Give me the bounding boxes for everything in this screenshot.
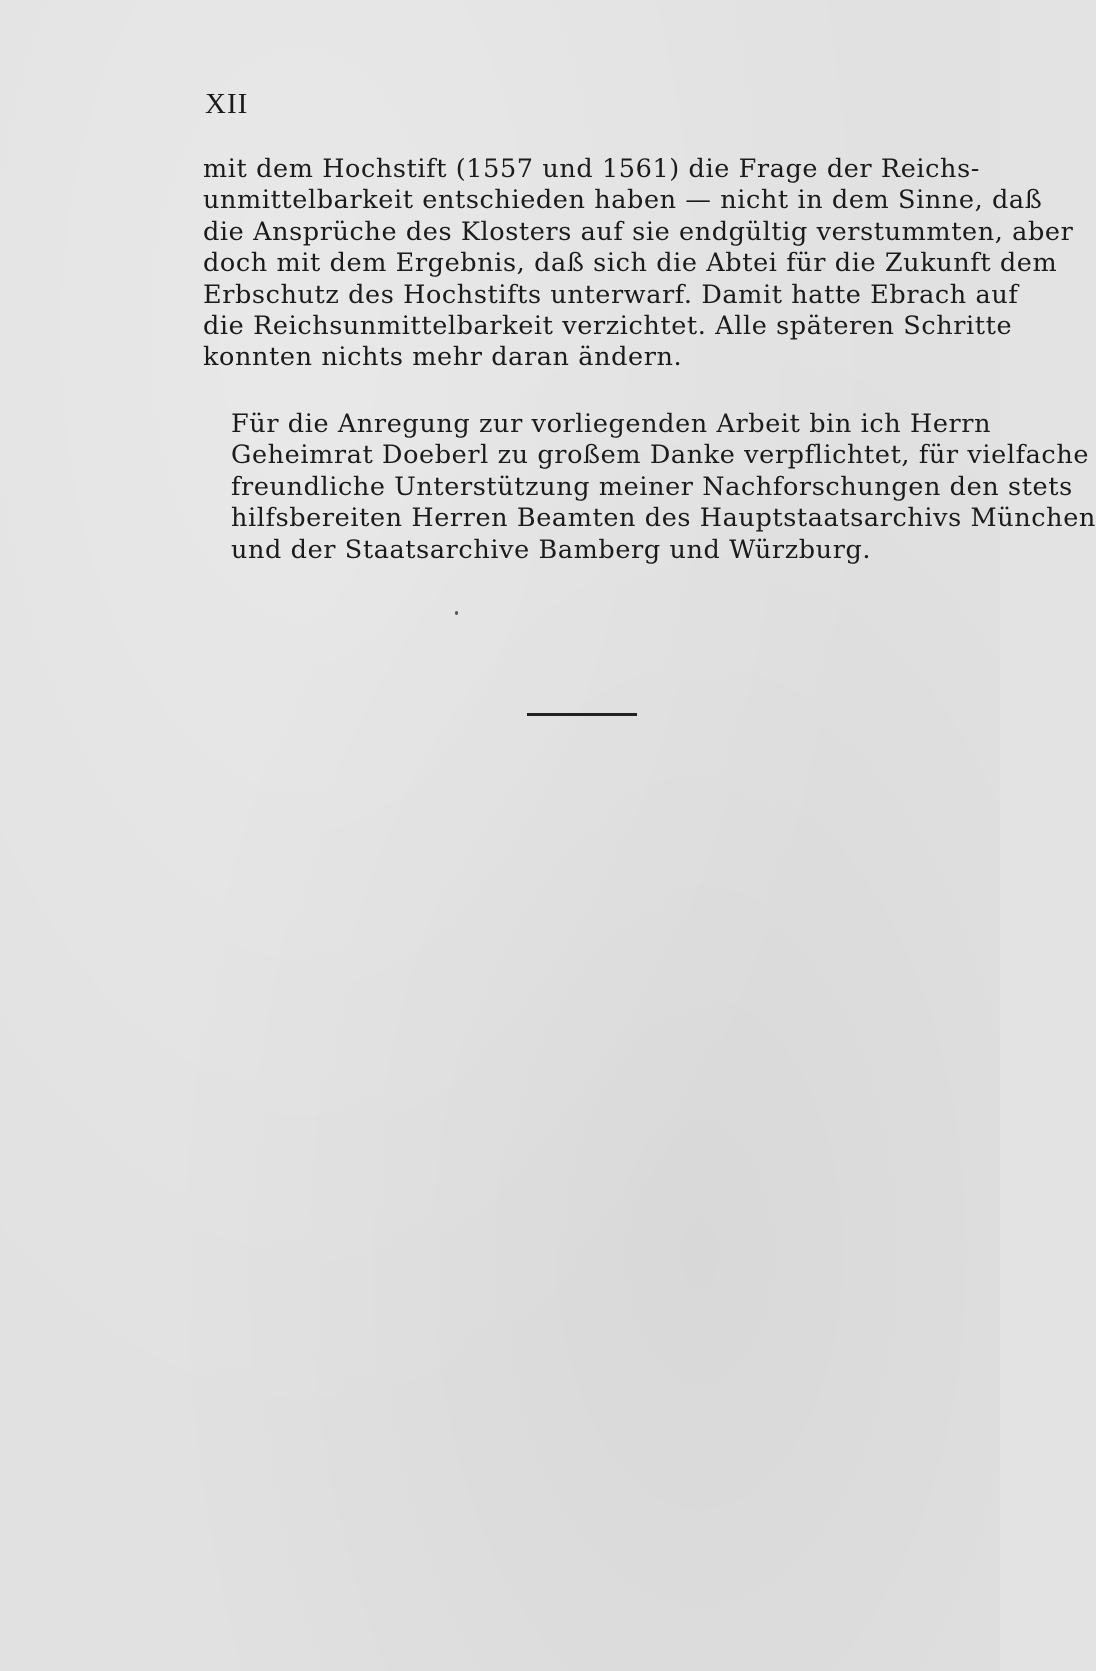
text-line: mit dem Hochstift (1557 und 1561) die Frage der Reichs- (203, 154, 980, 184)
page-number: XII (205, 88, 249, 120)
text-line: Für die Anregung zur vorliegenden Arbeit bin ich Herrn (231, 409, 992, 439)
text-line: Erbschutz des Hochstifts unterwarf. Damit hatte Ebrach auf (203, 279, 1019, 310)
text-line: unmittelbarkeit entschieden haben — nicht in dem Sinne, daß (203, 185, 1043, 216)
paragraph-1 (203, 154, 1074, 374)
text-line: Geheimrat Doeberl zu großem Danke verpflichtet, für vielfache (231, 440, 1090, 471)
text-line: freundliche Unterstützung meiner Nachforschungen den stets (231, 471, 1073, 502)
ink-speck (455, 611, 458, 615)
text-line: konnten nichts mehr daran ändern. (203, 342, 683, 373)
paragraph-2 (203, 409, 1096, 566)
text-line: doch mit dem Ergebnis, daß sich die Abtei für die Zukunft dem (203, 248, 1058, 279)
text-line: und der Staatsarchive Bamberg und Würzburg. (231, 534, 872, 565)
text-line: die Reichsunmittelbarkeit verzichtet. Alle späteren Schritte (203, 311, 1013, 342)
section-end-rule (527, 713, 637, 716)
text-line: hilfsbereiten Herren Beamten des Hauptstaatsarchivs München (231, 503, 1096, 534)
text-line: die Ansprüche des Klosters auf sie endgültig verstummten, aber (203, 216, 1074, 247)
